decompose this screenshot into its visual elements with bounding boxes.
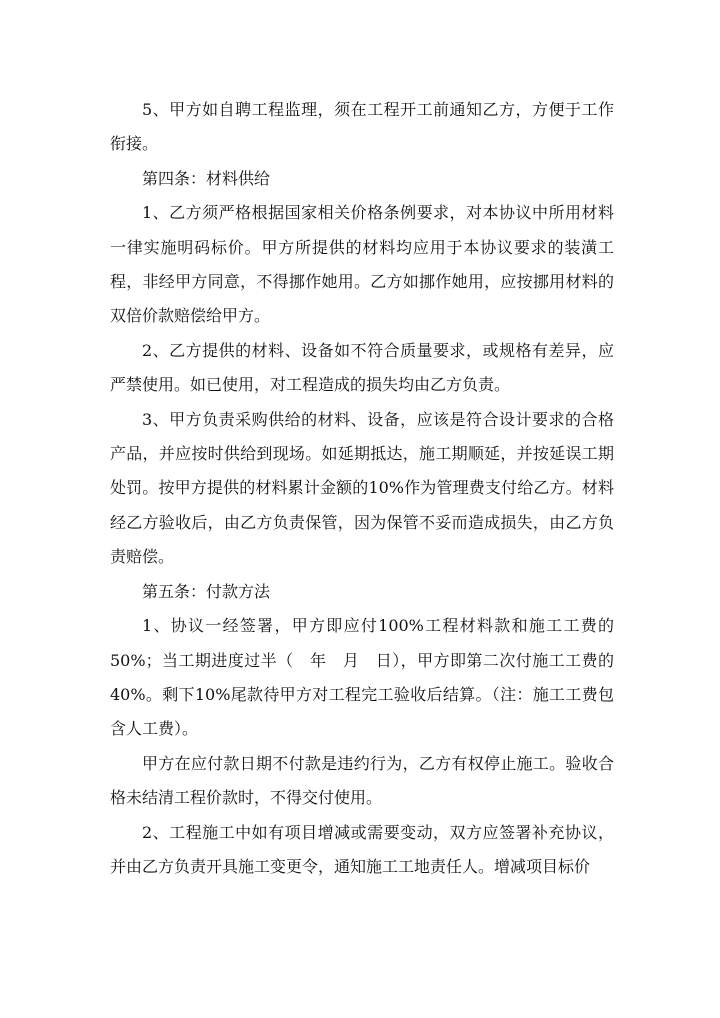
paragraph-payment-1: 1、协议一经签署，甲方即应付100%工程材料款和施工工费的50%；当工期进度过半（ 年 月 日），甲方即第二次付施工工费的40%。剩下10%尾款待甲方对工程完工验收后结算。（注：施工工费包含人工费）。 <box>110 616 614 739</box>
section-heading-article-4: 第四条：材料供给 <box>142 168 271 188</box>
paragraph-payment-2: 2、工程施工中如有项目增减或需要变动，双方应签署补充协议，并由乙方负责开具施工变更令，通知施工工地责任人。增减项目标价 <box>110 822 614 876</box>
paragraph-materials-2: 2、乙方提供的材料、设备如不符合质量要求，或规格有差异，应严禁使用。如已使用，对工程造成的损失均由乙方负责。 <box>110 340 614 395</box>
paragraph-materials-3: 3、甲方负责采购供给的材料、设备，应该是符合设计要求的合格产品，并应按时供给到现场。如延期抵达，施工期顺延，并按延误工期处罚。按甲方提供的材料累计金额的10%作为管理费支付给乙方。材料经乙方验收后，由乙方负责保管，因为保管不妥而造成损失，由乙方负责赔偿。 <box>110 409 614 567</box>
section-heading-article-5: 第五条：付款方法 <box>142 581 271 601</box>
paragraph-item-5: 5、甲方如自聘工程监理，须在工程开工前通知乙方，方便于工作衔接。 <box>110 100 614 154</box>
document-body <box>110 93 614 884</box>
paragraph-payment-default: 甲方在应付款日期不付款是违约行为，乙方有权停止施工。验收合格未结清工程价款时，不得交付使用。 <box>110 753 614 808</box>
paragraph-materials-1: 1、乙方须严格根据国家相关价格条例要求，对本协议中所用材料一律实施明码标价。甲方所提供的材料均应用于本协议要求的装潢工程，非经甲方同意，不得挪作她用。乙方如挪作她用，应按挪用材料的双倍价款赔偿给甲方。 <box>110 203 614 326</box>
